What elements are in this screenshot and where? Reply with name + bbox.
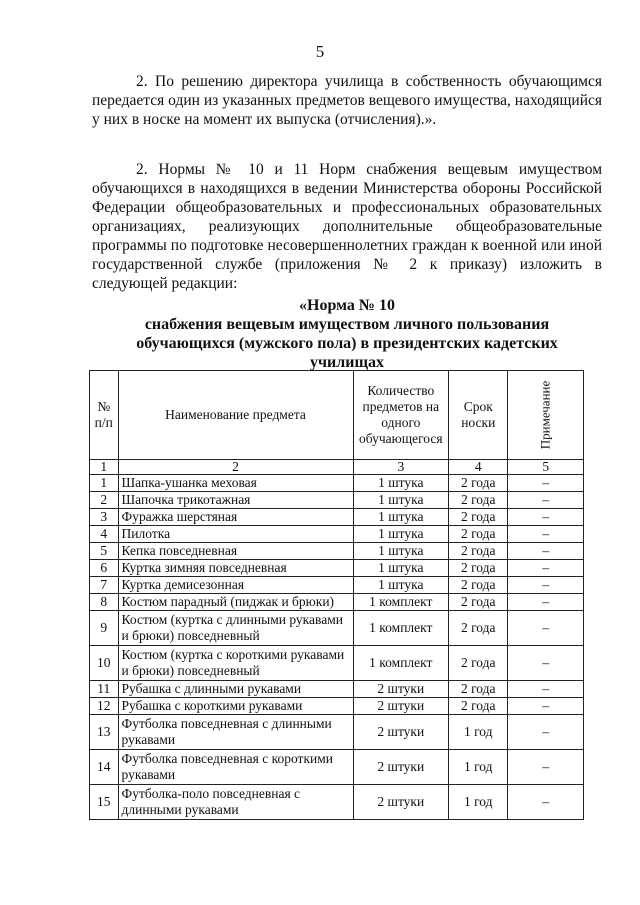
table-row xyxy=(90,698,584,715)
items-table xyxy=(89,370,584,820)
cell-qty: 1 штука xyxy=(353,475,449,492)
cell-qty: 2 штуки xyxy=(353,715,449,750)
norm-subtitle-line-1: снабжения вещевым имуществом личного пользования xyxy=(144,316,550,333)
cell-num: 3 xyxy=(90,509,119,526)
cell-note: – xyxy=(508,750,584,785)
cell-qty: 1 комплект xyxy=(353,611,449,646)
cell-note: – xyxy=(508,646,584,681)
cell-note: – xyxy=(508,681,584,698)
header-name: Наименование предмета xyxy=(118,371,353,460)
cell-name: Шапка-ушанка меховая xyxy=(118,475,353,492)
column-index-cell: 4 xyxy=(449,460,508,475)
cell-term: 2 года xyxy=(449,611,508,646)
header-note xyxy=(508,371,584,460)
page-number: 5 xyxy=(315,42,325,61)
table-row xyxy=(90,577,584,594)
cell-name: Шапочка трикотажная xyxy=(118,492,353,509)
cell-note: – xyxy=(508,577,584,594)
cell-term: 2 года xyxy=(449,560,508,577)
header-term: Срок носки xyxy=(449,371,508,460)
table-row xyxy=(90,526,584,543)
header-qty: Количество предметов на одного обучающегося xyxy=(353,371,449,460)
cell-note: – xyxy=(508,492,584,509)
table-row xyxy=(90,681,584,698)
cell-qty: 1 штука xyxy=(353,577,449,594)
cell-qty: 1 штука xyxy=(353,543,449,560)
cell-num: 5 xyxy=(90,543,119,560)
cell-note: – xyxy=(508,526,584,543)
column-index-cell: 2 xyxy=(118,460,353,475)
cell-qty: 1 штука xyxy=(353,526,449,543)
paragraph-2-text: 2. Нормы № 10 и 11 Норм снабжения вещевым имуществом обучающихся в находящихся в ведении Министерства обороны Российской Федерации общеобразовательных и профессиональных образовательных организациях, реализующих дополнительные общеобразовательные программы по подготовке несовершеннолетних граждан к военной или иной государственной службе (приложения № 2 к приказу) изложить в следующей редакции: xyxy=(92,161,602,292)
cell-name: Футболка-поло повседневная с длинными рукавами xyxy=(118,785,353,820)
column-index-cell: 3 xyxy=(353,460,449,475)
cell-term: 2 года xyxy=(449,475,508,492)
cell-qty: 1 штука xyxy=(353,560,449,577)
cell-note: – xyxy=(508,785,584,820)
cell-term: 2 года xyxy=(449,594,508,611)
cell-note: – xyxy=(508,560,584,577)
cell-name: Куртка демисезонная xyxy=(118,577,353,594)
cell-num: 4 xyxy=(90,526,119,543)
cell-num: 15 xyxy=(90,785,119,820)
cell-term: 2 года xyxy=(449,526,508,543)
cell-note: – xyxy=(508,698,584,715)
norm-title: «Норма № 10 xyxy=(299,297,395,314)
header-note-label: Примечание xyxy=(537,380,553,450)
cell-num: 2 xyxy=(90,492,119,509)
cell-term: 2 года xyxy=(449,577,508,594)
cell-note: – xyxy=(508,594,584,611)
column-index-cell: 1 xyxy=(90,460,119,475)
cell-note: – xyxy=(508,715,584,750)
column-index-cell: 5 xyxy=(508,460,584,475)
cell-qty: 2 штуки xyxy=(353,750,449,785)
cell-name: Пилотка xyxy=(118,526,353,543)
cell-num: 12 xyxy=(90,698,119,715)
cell-num: 8 xyxy=(90,594,119,611)
header-num: № п/п xyxy=(90,371,119,460)
cell-qty: 2 штуки xyxy=(353,681,449,698)
cell-qty: 1 комплект xyxy=(353,646,449,681)
paragraph-2 xyxy=(92,160,602,293)
cell-num: 11 xyxy=(90,681,119,698)
table-row xyxy=(90,646,584,681)
cell-name: Куртка зимняя повседневная xyxy=(118,560,353,577)
table-row xyxy=(90,594,584,611)
norm-heading xyxy=(92,296,602,372)
cell-num: 14 xyxy=(90,750,119,785)
table-row xyxy=(90,750,584,785)
cell-num: 10 xyxy=(90,646,119,681)
cell-qty: 2 штуки xyxy=(353,698,449,715)
cell-term: 1 год xyxy=(449,715,508,750)
cell-qty: 1 штука xyxy=(353,492,449,509)
paragraph-1-text: 2. По решению директора училища в собственность обучающимся передается один из указанных предметов вещевого имущества, находящийся у них в носке на момент их выпуска (отчисления).». xyxy=(92,73,602,128)
norm-subtitle-line-2: обучающихся (мужского пола) в президентских кадетских xyxy=(136,335,558,352)
cell-name: Рубашка с короткими рукавами xyxy=(118,698,353,715)
cell-num: 7 xyxy=(90,577,119,594)
cell-name: Футболка повседневная с короткими рукавами xyxy=(118,750,353,785)
cell-num: 6 xyxy=(90,560,119,577)
cell-num: 9 xyxy=(90,611,119,646)
cell-name: Футболка повседневная с длинными рукавами xyxy=(118,715,353,750)
cell-name: Костюм парадный (пиджак и брюки) xyxy=(118,594,353,611)
cell-name: Костюм (куртка с короткими рукавами и брюки) повседневный xyxy=(118,646,353,681)
cell-name: Фуражка шерстяная xyxy=(118,509,353,526)
cell-note: – xyxy=(508,611,584,646)
cell-term: 1 год xyxy=(449,785,508,820)
paragraph-1 xyxy=(92,72,602,129)
table-row xyxy=(90,611,584,646)
cell-term: 2 года xyxy=(449,509,508,526)
cell-num: 1 xyxy=(90,475,119,492)
cell-term: 2 года xyxy=(449,646,508,681)
cell-term: 2 года xyxy=(449,543,508,560)
table-row xyxy=(90,492,584,509)
cell-qty: 1 штука xyxy=(353,509,449,526)
cell-term: 2 года xyxy=(449,681,508,698)
cell-qty: 1 комплект xyxy=(353,594,449,611)
cell-name: Костюм (куртка с длинными рукавами и брюки) повседневный xyxy=(118,611,353,646)
cell-name: Рубашка с длинными рукавами xyxy=(118,681,353,698)
table-row xyxy=(90,475,584,492)
cell-term: 2 года xyxy=(449,698,508,715)
table-body xyxy=(90,460,584,820)
table-row xyxy=(90,543,584,560)
column-index-row xyxy=(90,460,584,475)
cell-term: 1 год xyxy=(449,750,508,785)
cell-note: – xyxy=(508,543,584,560)
table-row xyxy=(90,509,584,526)
cell-term: 2 года xyxy=(449,492,508,509)
cell-num: 13 xyxy=(90,715,119,750)
cell-name: Кепка повседневная xyxy=(118,543,353,560)
table-row xyxy=(90,715,584,750)
norm-subtitle-line-3: училищах xyxy=(310,354,384,371)
table-header-row xyxy=(90,371,584,460)
cell-note: – xyxy=(508,509,584,526)
cell-qty: 2 штуки xyxy=(353,785,449,820)
table-row xyxy=(90,560,584,577)
cell-note: – xyxy=(508,475,584,492)
table-row xyxy=(90,785,584,820)
